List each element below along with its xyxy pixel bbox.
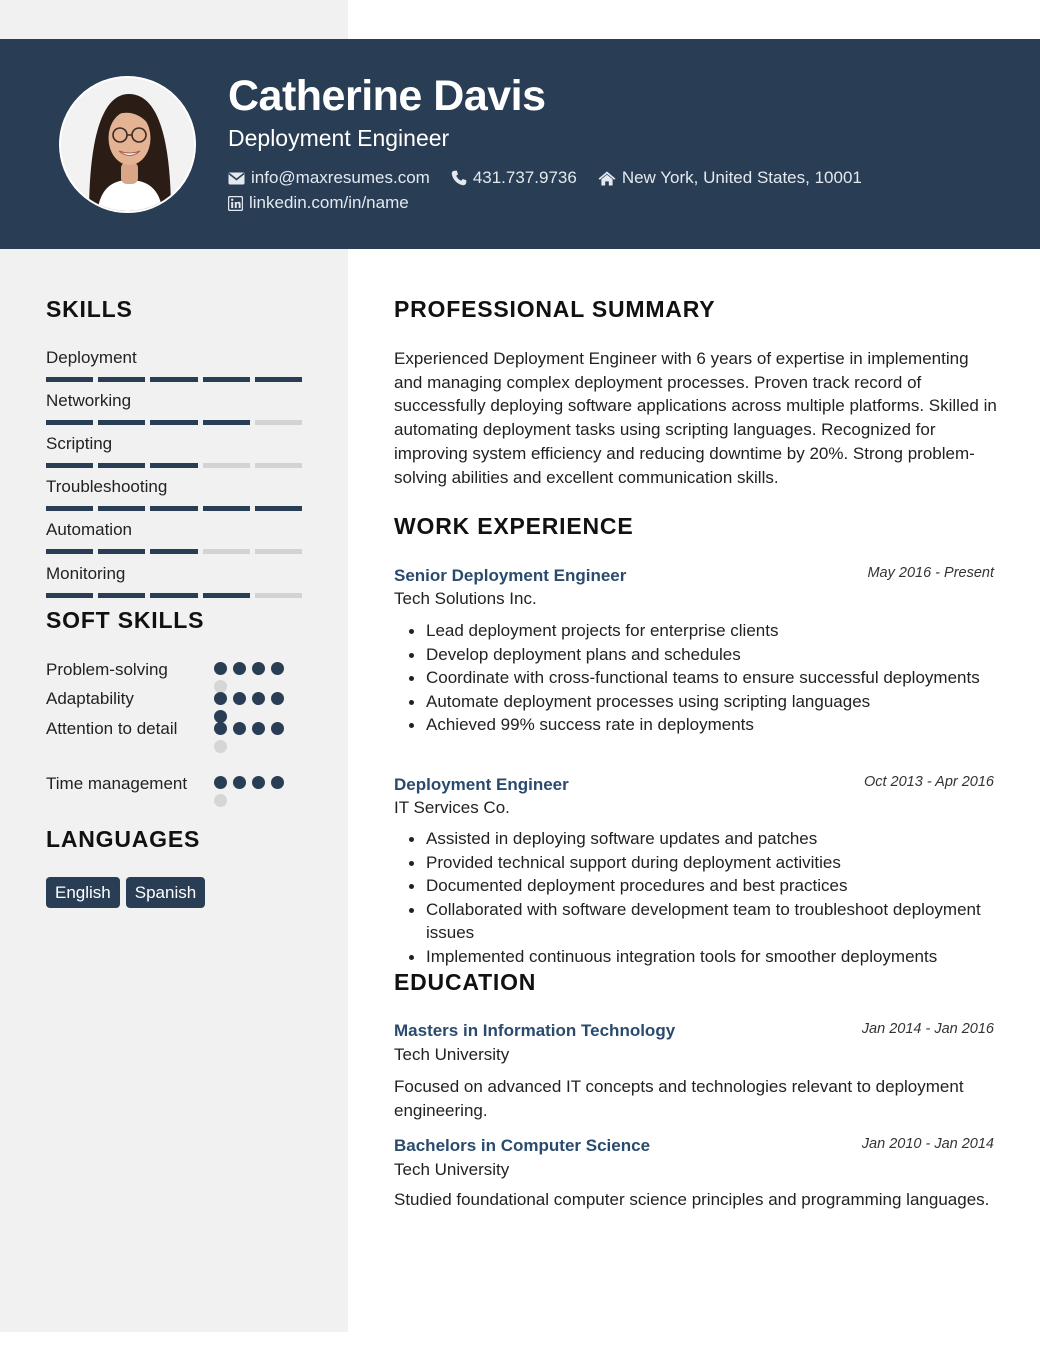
- rating-segment-filled: [98, 506, 145, 511]
- education-description: Focused on advanced IT concepts and technologies relevant to deployment engineering.: [394, 1077, 964, 1120]
- avatar: [59, 76, 196, 213]
- skill-label: Monitoring: [46, 564, 126, 583]
- soft-skill-label: Attention to detail: [46, 719, 178, 738]
- bullet-item: Automate deployment processes using scripting languages: [394, 690, 1004, 714]
- rating-segment-empty: [203, 463, 250, 468]
- rating-segment-filled: [46, 506, 93, 511]
- skill-rating-bar: [46, 506, 302, 511]
- contact-address: [598, 168, 862, 188]
- rating-dot-filled: [271, 776, 284, 789]
- bullet-item: Provided technical support during deployment activities: [394, 851, 1004, 875]
- candidate-name: Catherine Davis: [228, 72, 546, 120]
- company-name: IT Services Co.: [394, 798, 510, 817]
- skill-label: Troubleshooting: [46, 477, 168, 496]
- experience-heading: WORK EXPERIENCE: [394, 513, 634, 539]
- summary-text: Experienced Deployment Engineer with 6 years of expertise in implementing and managing complex deployment processes. Proven track record of successfully deploying software applications across multiple platforms. Skilled in automating deployment tasks using scripting languages. Recognized for improving system efficiency and reducing downtime by 20%. Strong problem-solving abilities and excellent communication skills.: [394, 349, 997, 487]
- rating-dot-filled: [233, 776, 246, 789]
- rating-dot-filled: [214, 722, 227, 735]
- contact-email[interactable]: [228, 168, 430, 188]
- job-title: Deployment Engineer: [394, 775, 569, 794]
- rating-segment-filled: [150, 420, 197, 425]
- resume-header: [0, 39, 1040, 249]
- bullet-item: Coordinate with cross-functional teams to ensure successful deployments: [394, 666, 1004, 690]
- rating-dot-filled: [252, 722, 265, 735]
- skill-rating-bar: [46, 549, 302, 554]
- linkedin-text: linkedin.com/in/name: [249, 193, 409, 212]
- rating-segment-filled: [98, 420, 145, 425]
- rating-segment-empty: [255, 549, 302, 554]
- soft-skill-rating: [214, 776, 294, 807]
- soft-skill-rating: [214, 662, 294, 693]
- bullet-item: Assisted in deploying software updates and patches: [394, 827, 1004, 851]
- company-name: Tech Solutions Inc.: [394, 589, 537, 608]
- soft-skill-rating: [214, 722, 294, 753]
- rating-segment-empty: [255, 463, 302, 468]
- rating-dot-filled: [271, 722, 284, 735]
- bullet-item: Lead deployment projects for enterprise clients: [394, 619, 1004, 643]
- rating-segment-filled: [46, 593, 93, 598]
- soft-skill-rating: [214, 692, 294, 723]
- rating-segment-filled: [46, 463, 93, 468]
- school-name: Tech University: [394, 1045, 510, 1064]
- skill-rating-bar: [46, 377, 302, 382]
- rating-dot-filled: [214, 776, 227, 789]
- rating-segment-filled: [46, 420, 93, 425]
- rating-segment-filled: [46, 549, 93, 554]
- rating-segment-filled: [203, 420, 250, 425]
- education-dates: Jan 2014 - Jan 2016: [861, 1021, 994, 1037]
- rating-dot-filled: [233, 692, 246, 705]
- rating-dot-filled: [252, 776, 265, 789]
- contact-linkedin[interactable]: [228, 193, 409, 213]
- rating-segment-empty: [255, 420, 302, 425]
- address-text: New York, United States, 10001: [621, 168, 862, 187]
- languages-list: [46, 877, 205, 908]
- rating-segment-empty: [203, 549, 250, 554]
- rating-segment-filled: [255, 377, 302, 382]
- skill-rating-bar: [46, 463, 302, 468]
- job-title: Senior Deployment Engineer: [394, 566, 627, 585]
- envelope-icon: [228, 172, 245, 185]
- school-name: Tech University: [394, 1160, 510, 1179]
- job-dates: May 2016 - Present: [867, 565, 994, 581]
- education-dates: Jan 2010 - Jan 2014: [861, 1136, 994, 1152]
- rating-segment-filled: [150, 377, 197, 382]
- rating-segment-filled: [98, 463, 145, 468]
- rating-dot-filled: [271, 662, 284, 675]
- rating-segment-filled: [203, 506, 250, 511]
- contact-phone[interactable]: [451, 168, 577, 188]
- skill-label: Automation: [46, 520, 132, 539]
- rating-segment-filled: [98, 593, 145, 598]
- linkedin-icon: [228, 196, 243, 211]
- soft-skills-heading: SOFT SKILLS: [46, 607, 205, 633]
- education-description: Studied foundational computer science principles and programming languages.: [394, 1190, 990, 1209]
- home-icon: [598, 171, 616, 186]
- phone-icon: [451, 170, 467, 186]
- rating-dot-filled: [214, 662, 227, 675]
- bullet-item: Implemented continuous integration tools for smoother deployments: [394, 945, 1004, 969]
- soft-skill-label: Time management: [46, 774, 188, 793]
- degree-title: Masters in Information Technology: [394, 1021, 676, 1040]
- bullet-item: Achieved 99% success rate in deployments: [394, 713, 1004, 737]
- rating-segment-filled: [255, 506, 302, 511]
- rating-segment-filled: [150, 593, 197, 598]
- rating-segment-filled: [203, 593, 250, 598]
- rating-dot-empty: [214, 794, 227, 807]
- rating-dot-filled: [214, 692, 227, 705]
- skills-heading: SKILLS: [46, 296, 133, 322]
- job-bullets: [394, 827, 1004, 968]
- rating-dot-filled: [233, 662, 246, 675]
- rating-segment-filled: [203, 377, 250, 382]
- rating-dot-empty: [214, 740, 227, 753]
- phone-text: 431.737.9736: [472, 168, 577, 187]
- job-bullets: [394, 619, 1004, 737]
- skill-rating-bar: [46, 593, 302, 598]
- candidate-title: Deployment Engineer: [228, 125, 450, 151]
- language-tag: Spanish: [126, 877, 205, 908]
- bullet-item: Documented deployment procedures and best practices: [394, 874, 1004, 898]
- email-text: info@maxresumes.com: [251, 168, 430, 187]
- skill-label: Scripting: [46, 434, 113, 453]
- rating-segment-filled: [98, 377, 145, 382]
- job-dates: Oct 2013 - Apr 2016: [863, 774, 994, 790]
- contact-row-primary: [228, 168, 883, 188]
- bullet-item: Develop deployment plans and schedules: [394, 643, 1004, 667]
- rating-segment-filled: [46, 377, 93, 382]
- rating-dot-filled: [271, 692, 284, 705]
- rating-dot-filled: [233, 722, 246, 735]
- rating-segment-filled: [150, 549, 197, 554]
- soft-skill-label: Adaptability: [46, 689, 134, 708]
- language-tag: English: [46, 877, 120, 908]
- contact-row-secondary: [228, 193, 430, 213]
- rating-dot-filled: [252, 662, 265, 675]
- rating-segment-filled: [150, 506, 197, 511]
- degree-title: Bachelors in Computer Science: [394, 1136, 651, 1155]
- rating-dot-filled: [252, 692, 265, 705]
- rating-segment-empty: [255, 593, 302, 598]
- languages-heading: LANGUAGES: [46, 826, 201, 852]
- skill-label: Networking: [46, 391, 132, 410]
- skill-rating-bar: [46, 420, 302, 425]
- education-heading: EDUCATION: [394, 969, 537, 995]
- rating-segment-filled: [150, 463, 197, 468]
- rating-segment-filled: [98, 549, 145, 554]
- bullet-item: Collaborated with software development team to troubleshoot deployment issues: [394, 898, 1004, 945]
- summary-heading: PROFESSIONAL SUMMARY: [394, 296, 716, 322]
- soft-skill-label: Problem-solving: [46, 660, 168, 679]
- skill-label: Deployment: [46, 348, 137, 367]
